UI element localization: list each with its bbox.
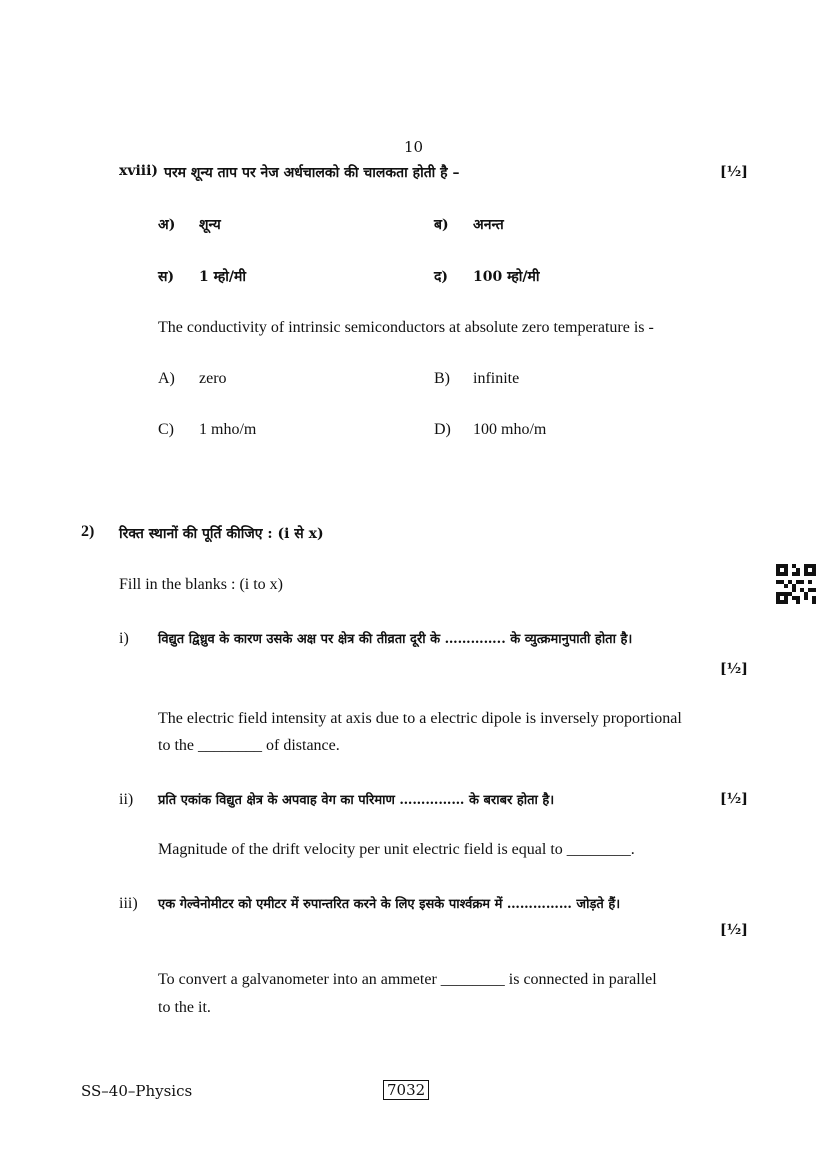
option-key: स) xyxy=(158,269,175,285)
question-english-text: Fill in the blanks : (i to x) xyxy=(119,576,283,593)
page-code: 7032 xyxy=(383,1080,429,1100)
marks: [½] xyxy=(720,164,748,180)
item-english-text: to the ________ of distance. xyxy=(158,737,340,754)
option-text: 100 mho/m xyxy=(473,421,547,438)
question-hindi-text: रिक्त स्थानों की पूर्ति कीजिए : (i से x) xyxy=(119,526,324,542)
option-key: B) xyxy=(434,370,450,387)
question-hindi-text: परम शून्य ताप पर नेज अर्धचालको की चालकता होती है – xyxy=(164,165,460,181)
option-text: zero xyxy=(199,370,227,387)
option-key: C) xyxy=(158,421,174,438)
marks: [½] xyxy=(720,922,748,938)
item-number: i) xyxy=(119,630,129,647)
item-english-text: Magnitude of the drift velocity per unit electric field is equal to ________. xyxy=(158,841,635,858)
option-text: शून्य xyxy=(199,217,221,233)
question-number: xviii) xyxy=(119,163,159,179)
option-text: 1 म्हो/मी xyxy=(199,269,247,285)
subject-code: SS–40–Physics xyxy=(81,1082,193,1100)
page-number: 10 xyxy=(404,138,424,156)
option-text: 1 mho/m xyxy=(199,421,257,438)
qr-code-icon xyxy=(776,564,816,604)
option-text: 100 म्हो/मी xyxy=(473,269,540,285)
item-english-text: To convert a galvanometer into an ammeter ________ is connected in parallel xyxy=(158,971,657,988)
marks: [½] xyxy=(720,661,748,677)
item-english-text: to the it. xyxy=(158,999,211,1016)
marks: [½] xyxy=(720,791,748,807)
option-key: अ) xyxy=(158,217,176,233)
option-key: ब) xyxy=(434,217,449,233)
item-hindi-text: एक गेल्वेनोमीटर को एमीटर में रुपान्तरित करने के लिए इसके पार्श्वक्रम में …………… जोड़ते हैं। xyxy=(158,897,621,912)
item-hindi-text: प्रति एकांक विद्युत क्षेत्र के अपवाह वेग का परिमाण …………… के बराबर होता है। xyxy=(158,793,555,808)
option-text: infinite xyxy=(473,370,520,387)
option-key: D) xyxy=(434,421,451,438)
item-hindi-text: विद्युत द्विध्रुव के कारण उसके अक्ष पर क्षेत्र की तीव्रता दूरी के ………….. के व्युत्क्रमानुपाती होता है। xyxy=(158,632,633,647)
item-number: ii) xyxy=(119,791,134,808)
item-number: iii) xyxy=(119,895,138,912)
option-key: A) xyxy=(158,370,175,387)
question-english-text: The conductivity of intrinsic semiconductors at absolute zero temperature is - xyxy=(158,319,654,336)
item-english-text: The electric field intensity at axis due to a electric dipole is inversely proportional xyxy=(158,710,682,727)
question-number: 2) xyxy=(81,523,95,540)
option-text: अनन्त xyxy=(473,217,504,233)
option-key: द) xyxy=(434,269,449,285)
